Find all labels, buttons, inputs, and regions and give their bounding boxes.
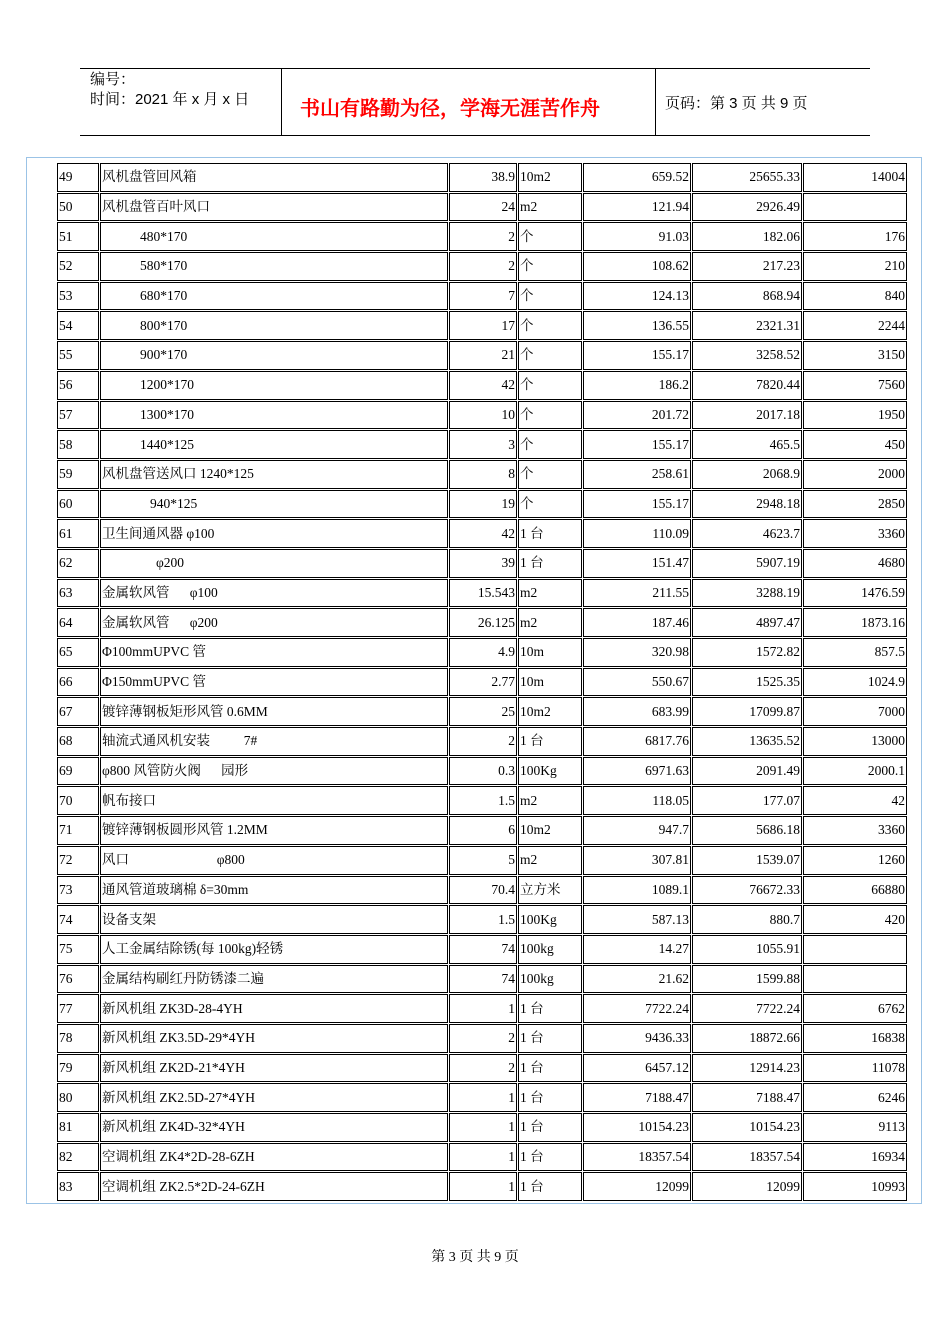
item-unit: m2 xyxy=(518,193,582,222)
item-total: 7722.24 xyxy=(692,994,802,1023)
item-unit: 个 xyxy=(518,282,582,311)
item-unit-price: 12099 xyxy=(583,1172,691,1201)
table-row xyxy=(57,1054,907,1083)
table-row xyxy=(57,816,907,845)
row-number: 52 xyxy=(57,252,99,281)
item-unit: 1 台 xyxy=(518,1083,582,1112)
item-quantity: 6 xyxy=(449,816,517,845)
item-total: 4623.7 xyxy=(692,519,802,548)
table-row xyxy=(57,1172,907,1201)
table-row xyxy=(57,965,907,994)
item-name: 空调机组 ZK4*2D-28-6ZH xyxy=(100,1143,448,1172)
table-row xyxy=(57,579,907,608)
table-row xyxy=(57,876,907,905)
item-total: 2926.49 xyxy=(692,193,802,222)
table-row xyxy=(57,460,907,489)
item-unit-price: 118.05 xyxy=(583,786,691,815)
item-extra-value: 16934 xyxy=(803,1143,907,1172)
header-top-rule xyxy=(80,68,870,69)
item-extra-value: 176 xyxy=(803,222,907,251)
item-name: Φ150mmUPVC 管 xyxy=(100,668,448,697)
item-total: 1539.07 xyxy=(692,846,802,875)
table-row xyxy=(57,311,907,340)
item-quantity: 1 xyxy=(449,1083,517,1112)
row-number: 72 xyxy=(57,846,99,875)
item-unit-price: 186.2 xyxy=(583,371,691,400)
item-extra-value: 1476.59 xyxy=(803,579,907,608)
table-row xyxy=(57,282,907,311)
item-name: 940*125 xyxy=(100,490,448,519)
item-unit-price: 7722.24 xyxy=(583,994,691,1023)
item-unit-price: 151.47 xyxy=(583,549,691,578)
table-row xyxy=(57,846,907,875)
item-total: 10154.23 xyxy=(692,1113,802,1142)
item-unit: 1 台 xyxy=(518,519,582,548)
item-quantity: 8 xyxy=(449,460,517,489)
item-extra-value: 2244 xyxy=(803,311,907,340)
item-extra-value: 3360 xyxy=(803,519,907,548)
item-total: 182.06 xyxy=(692,222,802,251)
item-total: 5907.19 xyxy=(692,549,802,578)
item-quantity: 17 xyxy=(449,311,517,340)
item-name: 新风机组 ZK2D-21*4YH xyxy=(100,1054,448,1083)
item-unit-price: 108.62 xyxy=(583,252,691,281)
item-unit: 1 台 xyxy=(518,1054,582,1083)
item-quantity: 1 xyxy=(449,1143,517,1172)
item-unit: 个 xyxy=(518,341,582,370)
table-row xyxy=(57,994,907,1023)
table-row xyxy=(57,608,907,637)
item-total: 1572.82 xyxy=(692,638,802,667)
item-extra-value xyxy=(803,965,907,994)
item-unit: 10m2 xyxy=(518,163,582,192)
item-unit-price: 659.52 xyxy=(583,163,691,192)
item-quantity: 2 xyxy=(449,1024,517,1053)
item-unit: 个 xyxy=(518,460,582,489)
item-name: 新风机组 ZK4D-32*4YH xyxy=(100,1113,448,1142)
table-row xyxy=(57,341,907,370)
table-row xyxy=(57,371,907,400)
row-number: 62 xyxy=(57,549,99,578)
item-unit: 100kg xyxy=(518,965,582,994)
item-unit-price: 21.62 xyxy=(583,965,691,994)
row-number: 65 xyxy=(57,638,99,667)
item-name: 580*170 xyxy=(100,252,448,281)
item-name: 卫生间通风器 φ100 xyxy=(100,519,448,548)
item-name: 风机盘管回风箱 xyxy=(100,163,448,192)
item-quantity: 1.5 xyxy=(449,905,517,934)
row-number: 59 xyxy=(57,460,99,489)
item-name: 新风机组 ZK3.5D-29*4YH xyxy=(100,1024,448,1053)
item-unit: m2 xyxy=(518,608,582,637)
item-quantity: 74 xyxy=(449,935,517,964)
item-extra-value: 13000 xyxy=(803,727,907,756)
item-unit-price: 683.99 xyxy=(583,697,691,726)
item-extra-value: 16838 xyxy=(803,1024,907,1053)
row-number: 51 xyxy=(57,222,99,251)
item-extra-value: 3150 xyxy=(803,341,907,370)
item-quantity: 1 xyxy=(449,1113,517,1142)
item-quantity: 39 xyxy=(449,549,517,578)
item-extra-value: 210 xyxy=(803,252,907,281)
item-name: 空调机组 ZK2.5*2D-24-6ZH xyxy=(100,1172,448,1201)
item-total: 2321.31 xyxy=(692,311,802,340)
item-quantity: 2 xyxy=(449,222,517,251)
item-unit: 个 xyxy=(518,222,582,251)
item-unit: 10m2 xyxy=(518,816,582,845)
row-number: 78 xyxy=(57,1024,99,1053)
item-name: 新风机组 ZK2.5D-27*4YH xyxy=(100,1083,448,1112)
item-total: 7820.44 xyxy=(692,371,802,400)
item-unit-price: 155.17 xyxy=(583,490,691,519)
item-extra-value: 2000 xyxy=(803,460,907,489)
item-total: 4897.47 xyxy=(692,608,802,637)
row-number: 76 xyxy=(57,965,99,994)
document-number-label: 编号： xyxy=(90,71,136,88)
item-quantity: 7 xyxy=(449,282,517,311)
table-row xyxy=(57,1024,907,1053)
table-body xyxy=(57,163,907,1201)
item-name: 金属软风管 φ200 xyxy=(100,608,448,637)
item-extra-value: 4680 xyxy=(803,549,907,578)
item-unit: 1 台 xyxy=(518,1113,582,1142)
item-extra-value: 2850 xyxy=(803,490,907,519)
row-number: 67 xyxy=(57,697,99,726)
header-motto: 书山有路勤为径，学海无涯苦作舟 xyxy=(300,96,600,120)
item-name: 风机盘管送风口 1240*125 xyxy=(100,460,448,489)
item-name: 1300*170 xyxy=(100,401,448,430)
item-quantity: 21 xyxy=(449,341,517,370)
item-name: 镀锌薄钢板矩形风管 0.6MM xyxy=(100,697,448,726)
item-total: 2068.9 xyxy=(692,460,802,489)
item-name: 设备支架 xyxy=(100,905,448,934)
item-total: 12914.23 xyxy=(692,1054,802,1083)
item-quantity: 70.4 xyxy=(449,876,517,905)
table-row xyxy=(57,638,907,667)
table-row xyxy=(57,1113,907,1142)
row-number: 71 xyxy=(57,816,99,845)
item-quantity: 3 xyxy=(449,430,517,459)
item-unit-price: 947.7 xyxy=(583,816,691,845)
item-name: φ200 xyxy=(100,549,448,578)
table-row xyxy=(57,1143,907,1172)
item-unit-price: 1089.1 xyxy=(583,876,691,905)
item-total: 1599.88 xyxy=(692,965,802,994)
item-quantity: 2 xyxy=(449,727,517,756)
row-number: 61 xyxy=(57,519,99,548)
item-quantity: 26.125 xyxy=(449,608,517,637)
item-name: 通风管道玻璃棉 δ=30mm xyxy=(100,876,448,905)
item-unit-price: 136.55 xyxy=(583,311,691,340)
item-quantity: 10 xyxy=(449,401,517,430)
item-quantity: 2 xyxy=(449,1054,517,1083)
item-quantity: 42 xyxy=(449,519,517,548)
header-divider-left xyxy=(281,68,282,136)
row-number: 57 xyxy=(57,401,99,430)
item-total: 17099.87 xyxy=(692,697,802,726)
item-unit-price: 155.17 xyxy=(583,430,691,459)
item-unit: 1 台 xyxy=(518,994,582,1023)
item-extra-value: 1873.16 xyxy=(803,608,907,637)
table-row xyxy=(57,786,907,815)
item-extra-value: 2000.1 xyxy=(803,757,907,786)
item-name: 1200*170 xyxy=(100,371,448,400)
item-extra-value: 9113 xyxy=(803,1113,907,1142)
item-unit-price: 307.81 xyxy=(583,846,691,875)
item-total: 1055.91 xyxy=(692,935,802,964)
item-unit: 10m2 xyxy=(518,697,582,726)
item-name: 金属结构刷红丹防锈漆二遍 xyxy=(100,965,448,994)
item-total: 2948.18 xyxy=(692,490,802,519)
table-row xyxy=(57,1083,907,1112)
row-number: 54 xyxy=(57,311,99,340)
item-quantity: 42 xyxy=(449,371,517,400)
item-quantity: 5 xyxy=(449,846,517,875)
row-number: 70 xyxy=(57,786,99,815)
row-number: 60 xyxy=(57,490,99,519)
item-unit: m2 xyxy=(518,786,582,815)
item-unit: 1 台 xyxy=(518,727,582,756)
item-name: 900*170 xyxy=(100,341,448,370)
table-row xyxy=(57,430,907,459)
table-row xyxy=(57,401,907,430)
item-total: 18357.54 xyxy=(692,1143,802,1172)
item-extra-value: 7560 xyxy=(803,371,907,400)
item-unit-price: 10154.23 xyxy=(583,1113,691,1142)
item-unit: 个 xyxy=(518,311,582,340)
item-total: 465.5 xyxy=(692,430,802,459)
item-name: 480*170 xyxy=(100,222,448,251)
item-total: 880.7 xyxy=(692,905,802,934)
item-unit: 个 xyxy=(518,401,582,430)
item-name: 800*170 xyxy=(100,311,448,340)
item-unit-price: 9436.33 xyxy=(583,1024,691,1053)
table-row xyxy=(57,193,907,222)
item-extra-value: 450 xyxy=(803,430,907,459)
item-unit: 100Kg xyxy=(518,757,582,786)
item-total: 3258.52 xyxy=(692,341,802,370)
item-unit-price: 6457.12 xyxy=(583,1054,691,1083)
item-unit-price: 155.17 xyxy=(583,341,691,370)
item-extra-value: 6246 xyxy=(803,1083,907,1112)
row-number: 56 xyxy=(57,371,99,400)
item-total: 25655.33 xyxy=(692,163,802,192)
table-row xyxy=(57,519,907,548)
item-name: 新风机组 ZK3D-28-4YH xyxy=(100,994,448,1023)
item-extra-value xyxy=(803,193,907,222)
item-unit-price: 121.94 xyxy=(583,193,691,222)
row-number: 66 xyxy=(57,668,99,697)
item-total: 18872.66 xyxy=(692,1024,802,1053)
row-number: 73 xyxy=(57,876,99,905)
item-unit: 1 台 xyxy=(518,1172,582,1201)
item-unit-price: 91.03 xyxy=(583,222,691,251)
row-number: 50 xyxy=(57,193,99,222)
item-unit-price: 110.09 xyxy=(583,519,691,548)
row-number: 83 xyxy=(57,1172,99,1201)
item-total: 1525.35 xyxy=(692,668,802,697)
item-quantity: 25 xyxy=(449,697,517,726)
item-total: 5686.18 xyxy=(692,816,802,845)
item-name: 帆布接口 xyxy=(100,786,448,815)
item-unit: 1 台 xyxy=(518,549,582,578)
item-total: 7188.47 xyxy=(692,1083,802,1112)
table-row xyxy=(57,490,907,519)
item-extra-value: 10993 xyxy=(803,1172,907,1201)
item-total: 2091.49 xyxy=(692,757,802,786)
item-extra-value: 840 xyxy=(803,282,907,311)
item-unit-price: 7188.47 xyxy=(583,1083,691,1112)
row-number: 53 xyxy=(57,282,99,311)
table-row xyxy=(57,935,907,964)
item-quantity: 38.9 xyxy=(449,163,517,192)
item-extra-value xyxy=(803,935,907,964)
item-quantity: 19 xyxy=(449,490,517,519)
item-quantity: 74 xyxy=(449,965,517,994)
item-unit-price: 258.61 xyxy=(583,460,691,489)
item-unit-price: 550.67 xyxy=(583,668,691,697)
header-divider-right xyxy=(655,68,656,136)
row-number: 80 xyxy=(57,1083,99,1112)
header-page-label: 页码：第 3 页 共 9 页 xyxy=(665,95,808,112)
table-row xyxy=(57,727,907,756)
item-extra-value: 42 xyxy=(803,786,907,815)
item-extra-value: 857.5 xyxy=(803,638,907,667)
item-unit: 1 台 xyxy=(518,1143,582,1172)
item-unit: 个 xyxy=(518,490,582,519)
item-total: 868.94 xyxy=(692,282,802,311)
row-number: 68 xyxy=(57,727,99,756)
item-unit-price: 18357.54 xyxy=(583,1143,691,1172)
document-date-label: 时间：2021 年 x 月 x 日 xyxy=(90,91,250,108)
item-extra-value: 420 xyxy=(803,905,907,934)
item-quantity: 2.77 xyxy=(449,668,517,697)
item-unit-price: 211.55 xyxy=(583,579,691,608)
item-unit: 10m xyxy=(518,668,582,697)
table-row xyxy=(57,163,907,192)
item-name: φ800 风管防火阀 园形 xyxy=(100,757,448,786)
item-extra-value: 11078 xyxy=(803,1054,907,1083)
item-unit: 1 台 xyxy=(518,1024,582,1053)
table-row xyxy=(57,668,907,697)
item-unit-price: 320.98 xyxy=(583,638,691,667)
item-quantity: 15.543 xyxy=(449,579,517,608)
row-number: 49 xyxy=(57,163,99,192)
item-extra-value: 1024.9 xyxy=(803,668,907,697)
item-unit-price: 124.13 xyxy=(583,282,691,311)
item-total: 12099 xyxy=(692,1172,802,1201)
row-number: 75 xyxy=(57,935,99,964)
item-total: 13635.52 xyxy=(692,727,802,756)
item-unit-price: 6971.63 xyxy=(583,757,691,786)
row-number: 79 xyxy=(57,1054,99,1083)
item-total: 177.07 xyxy=(692,786,802,815)
header-bottom-rule xyxy=(80,135,870,136)
item-name: 人工金属结除锈(每 100kg)轻锈 xyxy=(100,935,448,964)
item-quantity: 2 xyxy=(449,252,517,281)
item-unit: 100Kg xyxy=(518,905,582,934)
item-name: 1440*125 xyxy=(100,430,448,459)
item-unit: 立方米 xyxy=(518,876,582,905)
item-unit: 10m xyxy=(518,638,582,667)
table-row xyxy=(57,222,907,251)
item-unit-price: 187.46 xyxy=(583,608,691,637)
item-name: 轴流式通风机安装 7# xyxy=(100,727,448,756)
item-extra-value: 1950 xyxy=(803,401,907,430)
item-unit-price: 201.72 xyxy=(583,401,691,430)
item-unit: 个 xyxy=(518,430,582,459)
item-name: 风口 φ800 xyxy=(100,846,448,875)
table-row xyxy=(57,905,907,934)
row-number: 64 xyxy=(57,608,99,637)
table-row xyxy=(57,757,907,786)
item-extra-value: 7000 xyxy=(803,697,907,726)
item-extra-value: 14004 xyxy=(803,163,907,192)
item-total: 3288.19 xyxy=(692,579,802,608)
item-quantity: 4.9 xyxy=(449,638,517,667)
table-row xyxy=(57,252,907,281)
row-number: 74 xyxy=(57,905,99,934)
item-total: 217.23 xyxy=(692,252,802,281)
row-number: 58 xyxy=(57,430,99,459)
item-unit-price: 6817.76 xyxy=(583,727,691,756)
item-name: 金属软风管 φ100 xyxy=(100,579,448,608)
item-extra-value: 6762 xyxy=(803,994,907,1023)
item-total: 2017.18 xyxy=(692,401,802,430)
item-quantity: 1.5 xyxy=(449,786,517,815)
row-number: 81 xyxy=(57,1113,99,1142)
item-name: 镀锌薄钢板圆形风管 1.2MM xyxy=(100,816,448,845)
item-unit-price: 14.27 xyxy=(583,935,691,964)
page-footer: 第 3 页 共 9 页 xyxy=(431,1250,519,1265)
item-quantity: 1 xyxy=(449,994,517,1023)
item-unit: m2 xyxy=(518,579,582,608)
table-row xyxy=(57,697,907,726)
row-number: 63 xyxy=(57,579,99,608)
item-extra-value: 3360 xyxy=(803,816,907,845)
item-name: Φ100mmUPVC 管 xyxy=(100,638,448,667)
row-number: 82 xyxy=(57,1143,99,1172)
item-unit: 100kg xyxy=(518,935,582,964)
table-row xyxy=(57,549,907,578)
item-unit: 个 xyxy=(518,252,582,281)
row-number: 55 xyxy=(57,341,99,370)
item-extra-value: 66880 xyxy=(803,876,907,905)
item-quantity: 0.3 xyxy=(449,757,517,786)
item-unit: m2 xyxy=(518,846,582,875)
item-quantity: 24 xyxy=(449,193,517,222)
row-number: 77 xyxy=(57,994,99,1023)
item-quantity: 1 xyxy=(449,1172,517,1201)
bill-of-quantities-table xyxy=(56,162,908,1202)
item-unit-price: 587.13 xyxy=(583,905,691,934)
item-name: 680*170 xyxy=(100,282,448,311)
item-name: 风机盘管百叶风口 xyxy=(100,193,448,222)
item-extra-value: 1260 xyxy=(803,846,907,875)
row-number: 69 xyxy=(57,757,99,786)
item-total: 76672.33 xyxy=(692,876,802,905)
item-unit: 个 xyxy=(518,371,582,400)
